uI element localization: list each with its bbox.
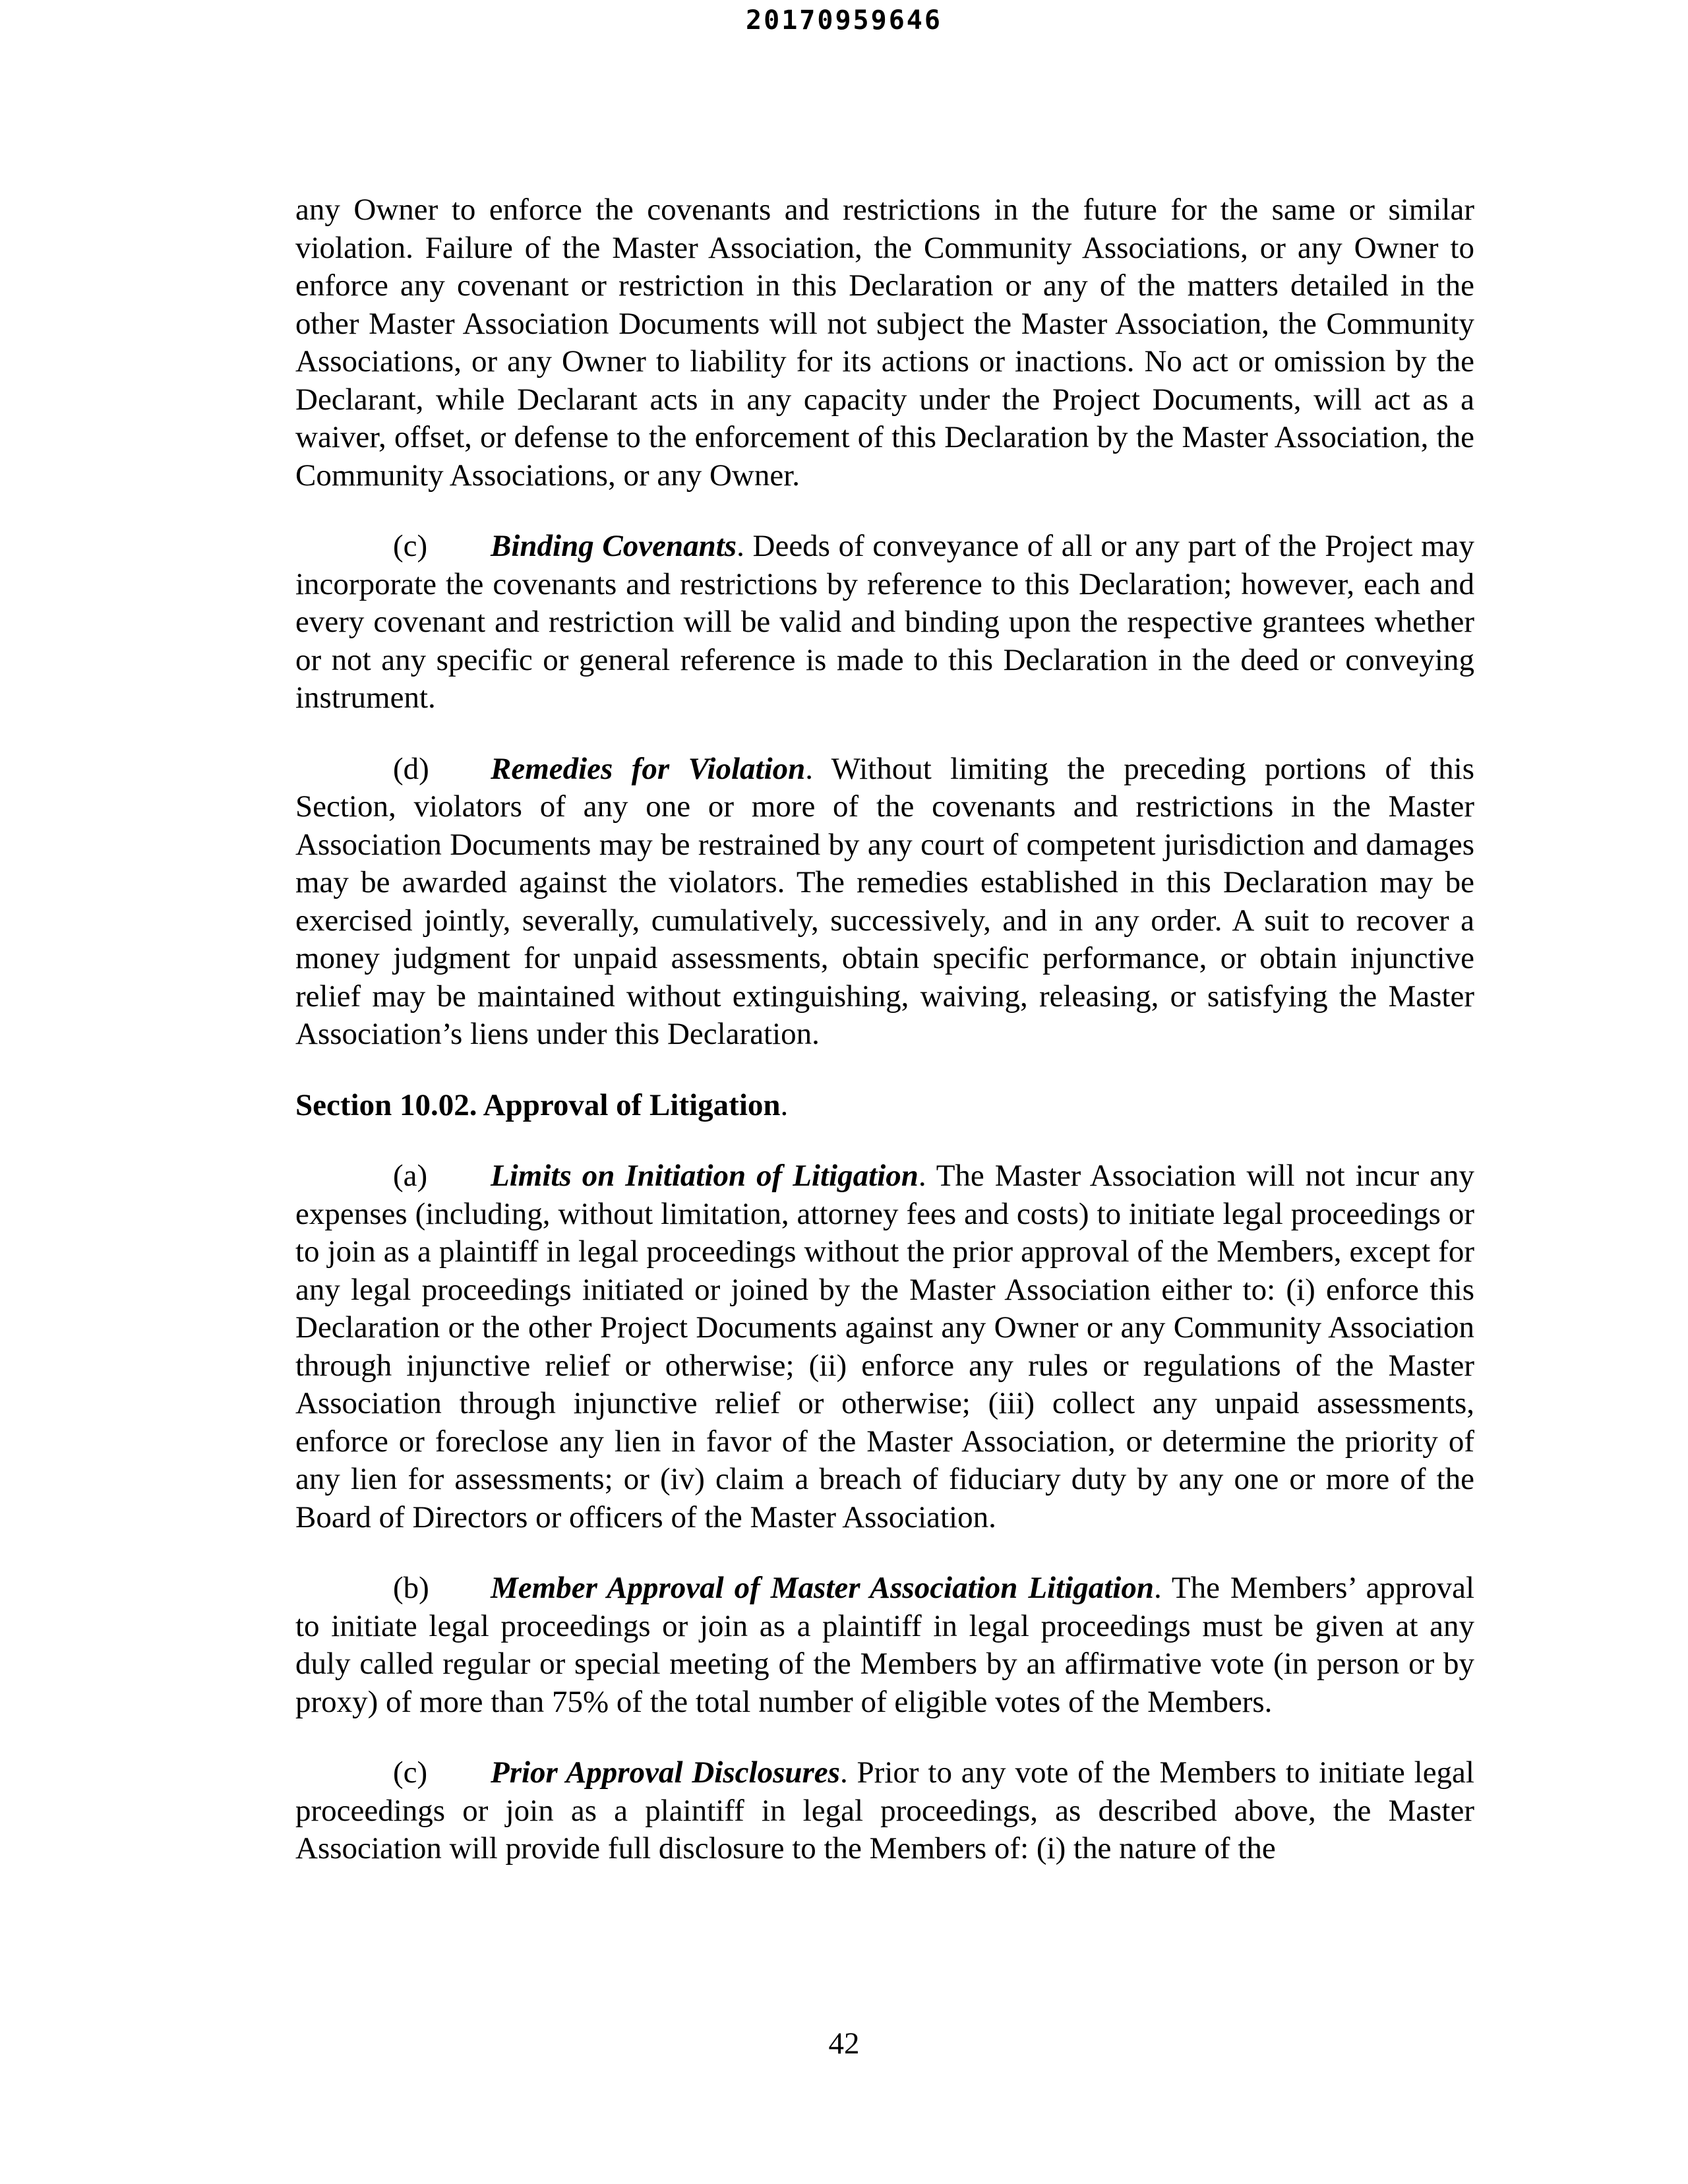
- paragraph-text: . The Members’ approval to initiate legal proceedings or join as a plaintiff in legal proceedings must be given at any duly called regular or special meeting of the Members by an affirmative vote (in person or by proxy) of more than 75% of the total number of eligible votes of the Members.: [295, 1571, 1475, 1719]
- paragraph-heading: Remedies for Violation: [491, 751, 806, 786]
- paragraph-heading: Limits on Initiation of Litigation: [491, 1159, 919, 1193]
- paragraph-heading: Binding Covenants: [491, 529, 737, 563]
- paragraph-text: . Deeds of conveyance of all or any part of the Project may incorporate the covenants and restrictions by reference to this Declaration; however, each and every covenant and restriction will be valid and binding upon the respective grantees whether or not any specific or general reference is made to this Declaration in the deed or conveying instrument.: [295, 529, 1474, 715]
- paragraph-label: (c): [393, 529, 428, 563]
- section-title-text: Section 10.02. Approval of Litigation: [295, 1087, 781, 1122]
- section-title: [295, 1087, 1474, 1125]
- paragraph-label: (a): [393, 1159, 428, 1193]
- paragraph-member-approval: [295, 1569, 1474, 1721]
- paragraph-label: (d): [393, 751, 429, 786]
- paragraph-label: (b): [393, 1571, 429, 1605]
- section-title-period: .: [780, 1087, 789, 1122]
- paragraph-heading: Member Approval of Master Association Litigation: [491, 1571, 1154, 1605]
- document-body: [295, 191, 1474, 1901]
- paragraph-remedies-for-violation: [295, 750, 1474, 1054]
- paragraph-text: . Without limiting the preceding portions of this Section, violators of any one or more of the covenants and restrictions in the Master Association Documents may be restrained by any court of competent jurisdiction and damages may be awarded against the violators. The remedies established in this Declaration may be exercised jointly, severally, cumulatively, successively, and in any order. A suit to recover a money judgment for unpaid assessments, obtain specific performance, or obtain injunctive relief may be maintained without extinguishing, waiving, releasing, or satisfying the Master Association’s liens under this Declaration.: [295, 751, 1474, 1051]
- paragraph-label: (c): [393, 1755, 428, 1790]
- paragraph-text: . Prior to any vote of the Members to initiate legal proceedings or join as a plaintiff in legal proceedings, as described above, the Master Association will provide full disclosure to the Members of: (i) the nature of the: [295, 1755, 1474, 1866]
- paragraph-prior-approval-disclosures: [295, 1754, 1474, 1868]
- paragraph-text: . The Master Association will not incur any expenses (including, without limitation, attorney fees and costs) to initiate legal proceedings or to join as a plaintiff in legal proceedings without the prior approval of the Members, except for any legal proceedings initiated or joined by the Master Association either to: (i) enforce this Declaration or the other Project Documents against any Owner or any Community Association through injunctive relief or otherwise; (ii) enforce any rules or regulations of the Master Association through injunctive relief or otherwise; (iii) collect any unpaid assessments, enforce or foreclose any lien in favor of the Master Association, or determine the priority of any lien for assessments; or (iv) claim a breach of fiduciary duty by any one or more of the Board of Directors or officers of the Master Association.: [295, 1159, 1474, 1534]
- paragraph-heading: Prior Approval Disclosures: [491, 1755, 840, 1790]
- paragraph-binding-covenants: [295, 528, 1474, 717]
- page-number: 42: [828, 2026, 860, 2061]
- document-number: 20170959646: [746, 5, 942, 36]
- paragraph-waiver-continuation: any Owner to enforce the covenants and restrictions in the future for the same or similar violation. Failure of the Master Association, the Community Associations, or any Owner to enforce any covenant or restriction in this Declaration or any of the matters detailed in the other Master Association Documents will not subject the Master Association, the Community Associations, or any Owner to liability for its actions or inactions. No act or omission by the Declarant, while Declarant acts in any capacity under the Project Documents, will act as a waiver, offset, or defense to the enforcement of this Declaration by the Master Association, the Community Associations, or any Owner.: [295, 193, 1474, 493]
- paragraph-limits-on-initiation: [295, 1157, 1474, 1536]
